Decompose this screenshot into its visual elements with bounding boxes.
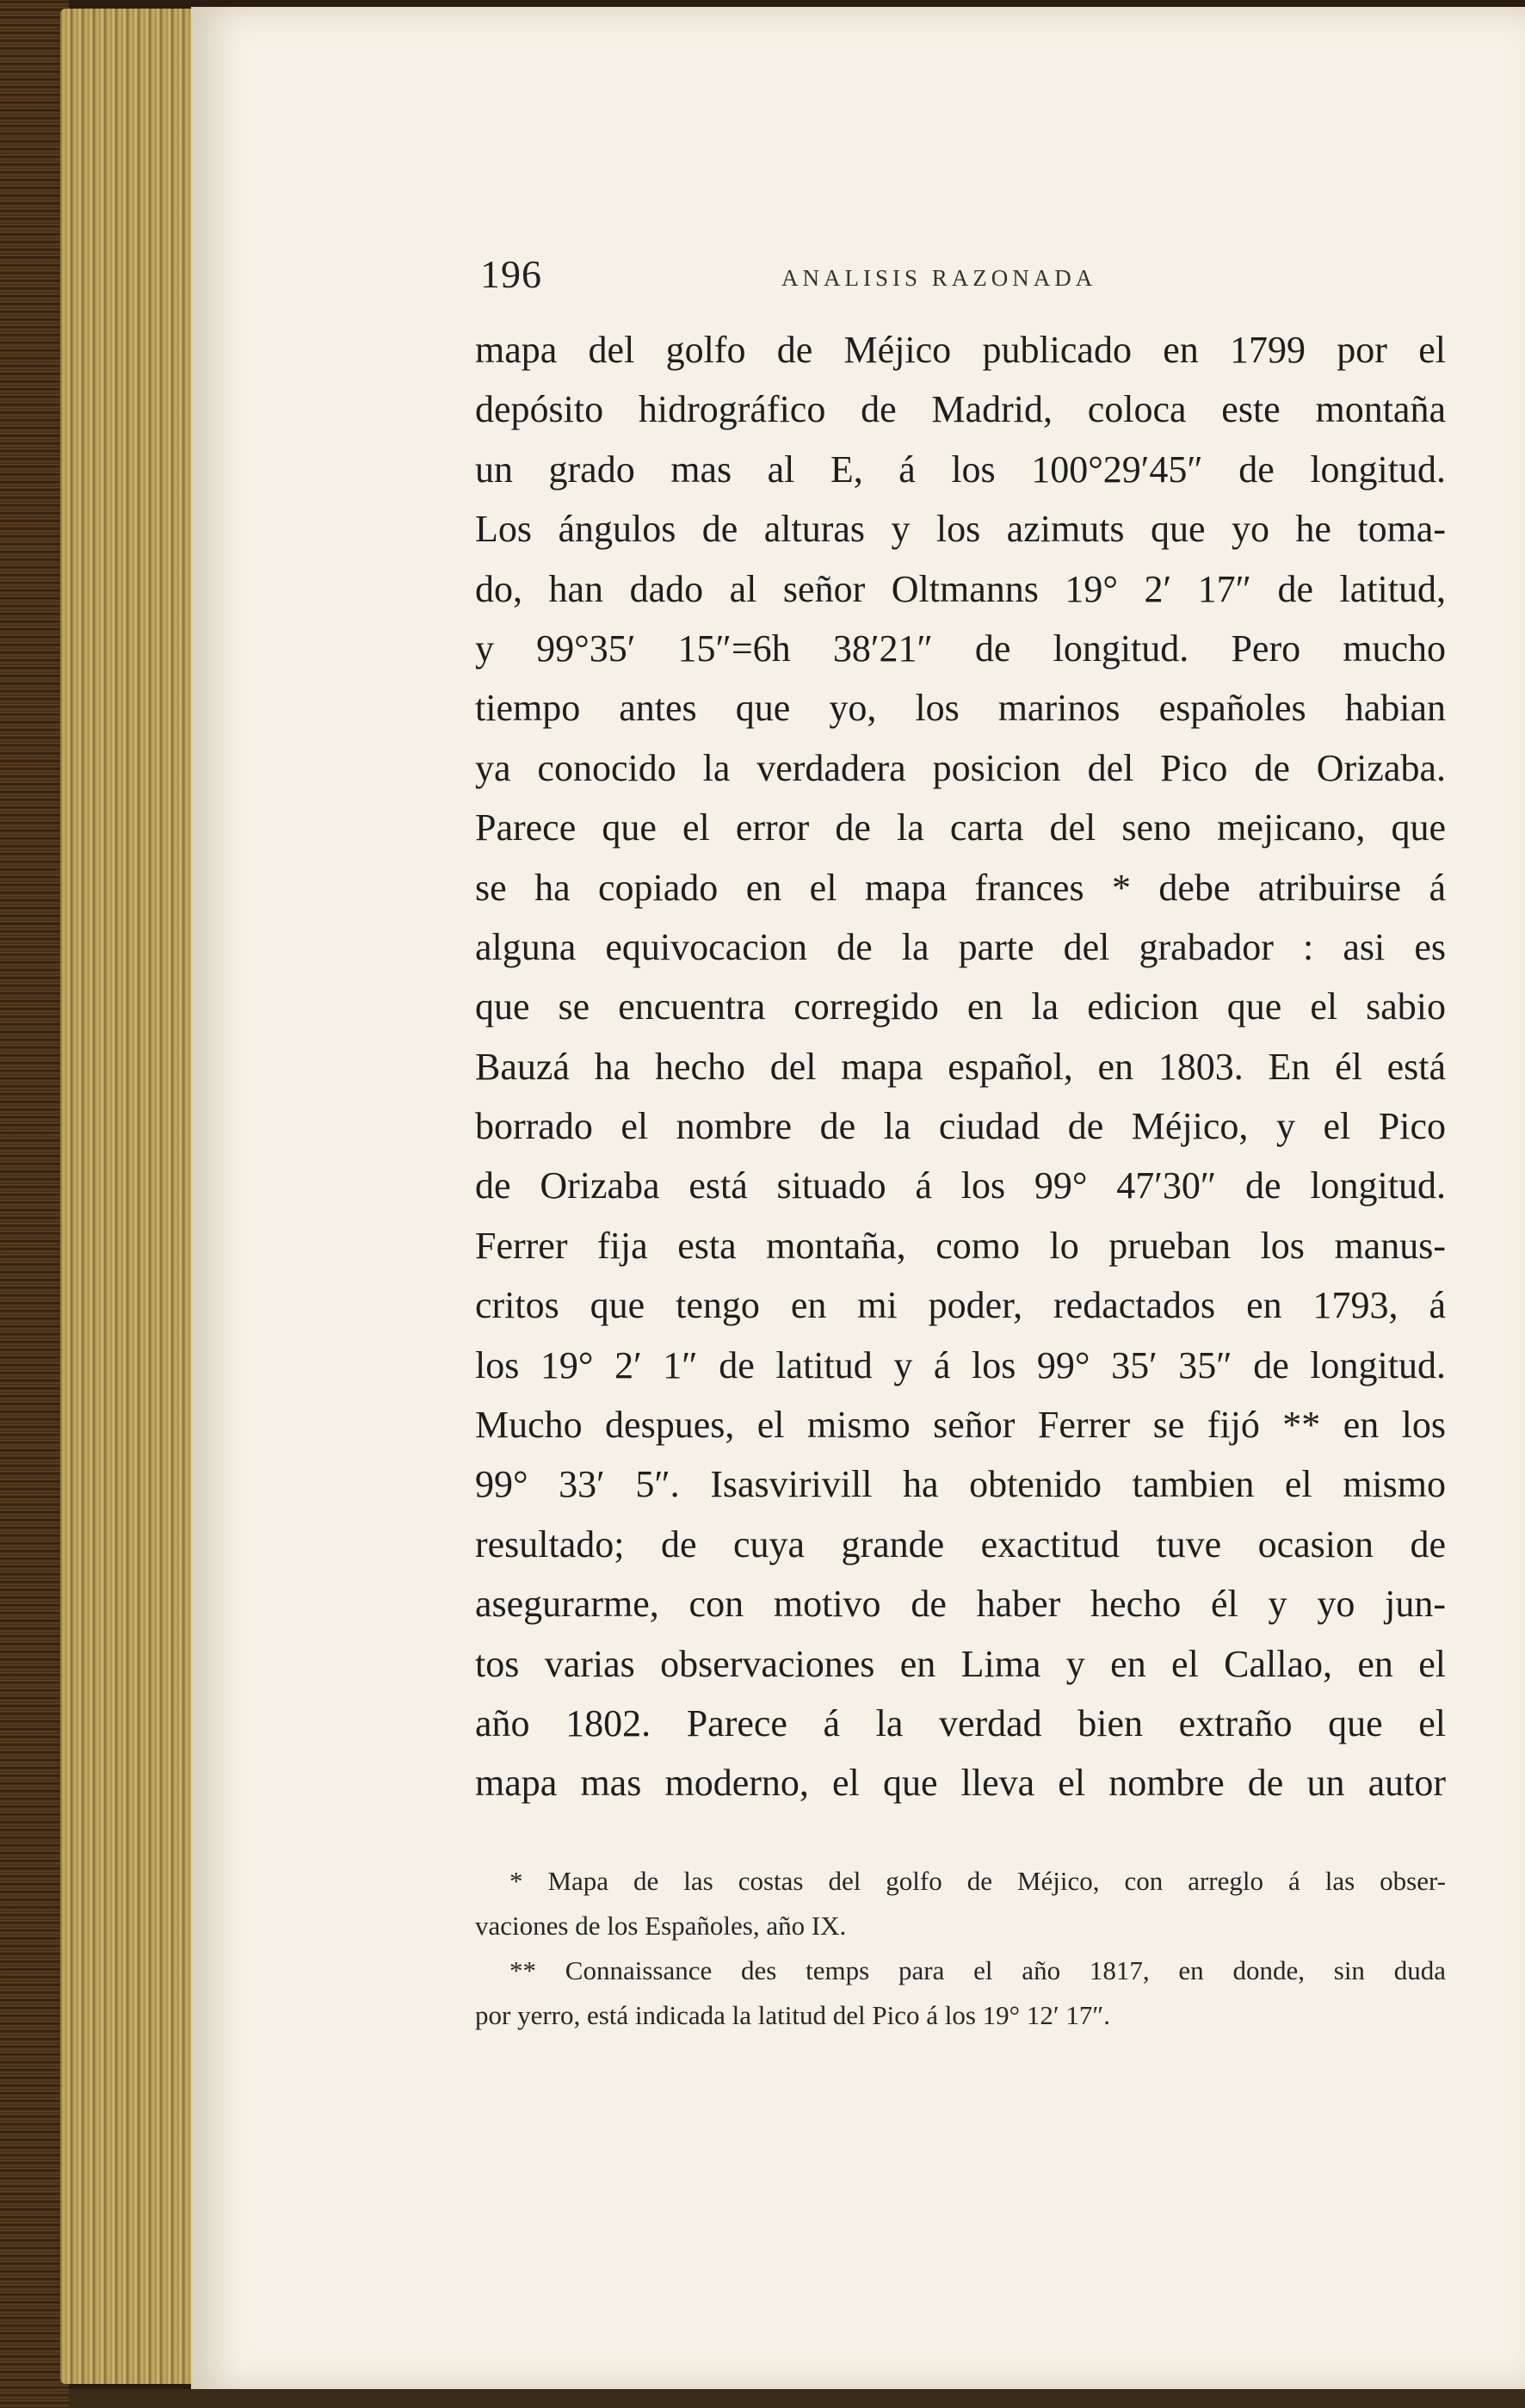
text-line: 99° 33′ 5″. Isasvirivill ha obtenido tambien el mismo — [475, 1463, 1446, 1506]
text-line: resultado; de cuya grande exactitud tuve ocasion de — [475, 1522, 1446, 1565]
text-line: Parece que el error de la carta del seno mejicano, que — [475, 806, 1446, 849]
text-line: año 1802. Parece á la verdad bien extraño que el — [475, 1701, 1446, 1744]
text-line: Ferrer fija esta montaña, como lo prueban los manus- — [475, 1224, 1446, 1267]
text-line: critos que tengo en mi poder, redactados en 1793, á — [475, 1284, 1446, 1327]
text-line: de Orizaba está situado á los 99° 47′30″ de longitud. — [475, 1164, 1446, 1207]
book-binding — [0, 0, 69, 2408]
text-line: mapa mas moderno, el que lleva el nombre de un autor — [475, 1762, 1446, 1805]
footnote-line: por yerro, está indicada la latitud del Pico á los 19° 12′ 17″. — [475, 2000, 1111, 2030]
footnote-line: vaciones de los Españoles, año IX. — [475, 1911, 847, 1941]
book-bottom-edge — [69, 2389, 1525, 2408]
page-number: 196 — [480, 252, 542, 296]
text-line: mapa del golfo de Méjico publicado en 1799 por el — [475, 329, 1446, 371]
text-line: ya conocido la verdadera posicion del Pico de Orizaba. — [475, 746, 1446, 789]
text-line: y 99°35′ 15″=6h 38′21″ de longitud. Pero mucho — [475, 627, 1446, 670]
text-line: los 19° 2′ 1″ de latitud y á los 99° 35′ 35″ de longitud. — [475, 1343, 1446, 1386]
text-line: que se encuentra corregido en la edicion que el sabio — [475, 985, 1446, 1028]
text-line: do, han dado al señor Oltmanns 19° 2′ 17″ de latitud, — [475, 567, 1446, 610]
body-text — [475, 320, 1446, 1813]
text-line: Los ángulos de alturas y los azimuts que yo he toma- — [475, 508, 1446, 551]
footnote-line: ** Connaissance des temps para el año 1817, en donde, sin duda — [509, 1955, 1446, 1985]
text-line: tos varias observaciones en Lima y en el Callao, en el — [475, 1642, 1446, 1685]
text-line: Mucho despues, el mismo señor Ferrer se fijó ** en los — [475, 1404, 1446, 1447]
footnote-line: * Mapa de las costas del golfo de Méjico, con arreglo á las obser- — [509, 1866, 1446, 1896]
footnotes — [475, 1859, 1446, 2038]
gilt-page-edges — [60, 9, 198, 2384]
text-line: alguna equivocacion de la parte del grabador : asi es — [475, 925, 1446, 968]
text-line: depósito hidrográfico de Madrid, coloca este montaña — [475, 388, 1446, 431]
text-line: Bauzá ha hecho del mapa español, en 1803. En él está — [475, 1045, 1446, 1088]
text-line: asegurarme, con motivo de haber hecho él y yo jun- — [475, 1583, 1446, 1626]
text-line: borrado el nombre de la ciudad de Méjico, y el Pico — [475, 1105, 1446, 1148]
running-head — [480, 251, 1134, 303]
text-line: se ha copiado en el mapa frances * debe atribuirse á — [475, 866, 1446, 909]
text-line: un grado mas al E, á los 100°29′45″ de longitud. — [475, 448, 1446, 491]
running-head-title: ANALISIS RAZONADA — [781, 265, 1097, 291]
text-line: tiempo antes que yo, los marinos españoles habian — [475, 687, 1446, 730]
